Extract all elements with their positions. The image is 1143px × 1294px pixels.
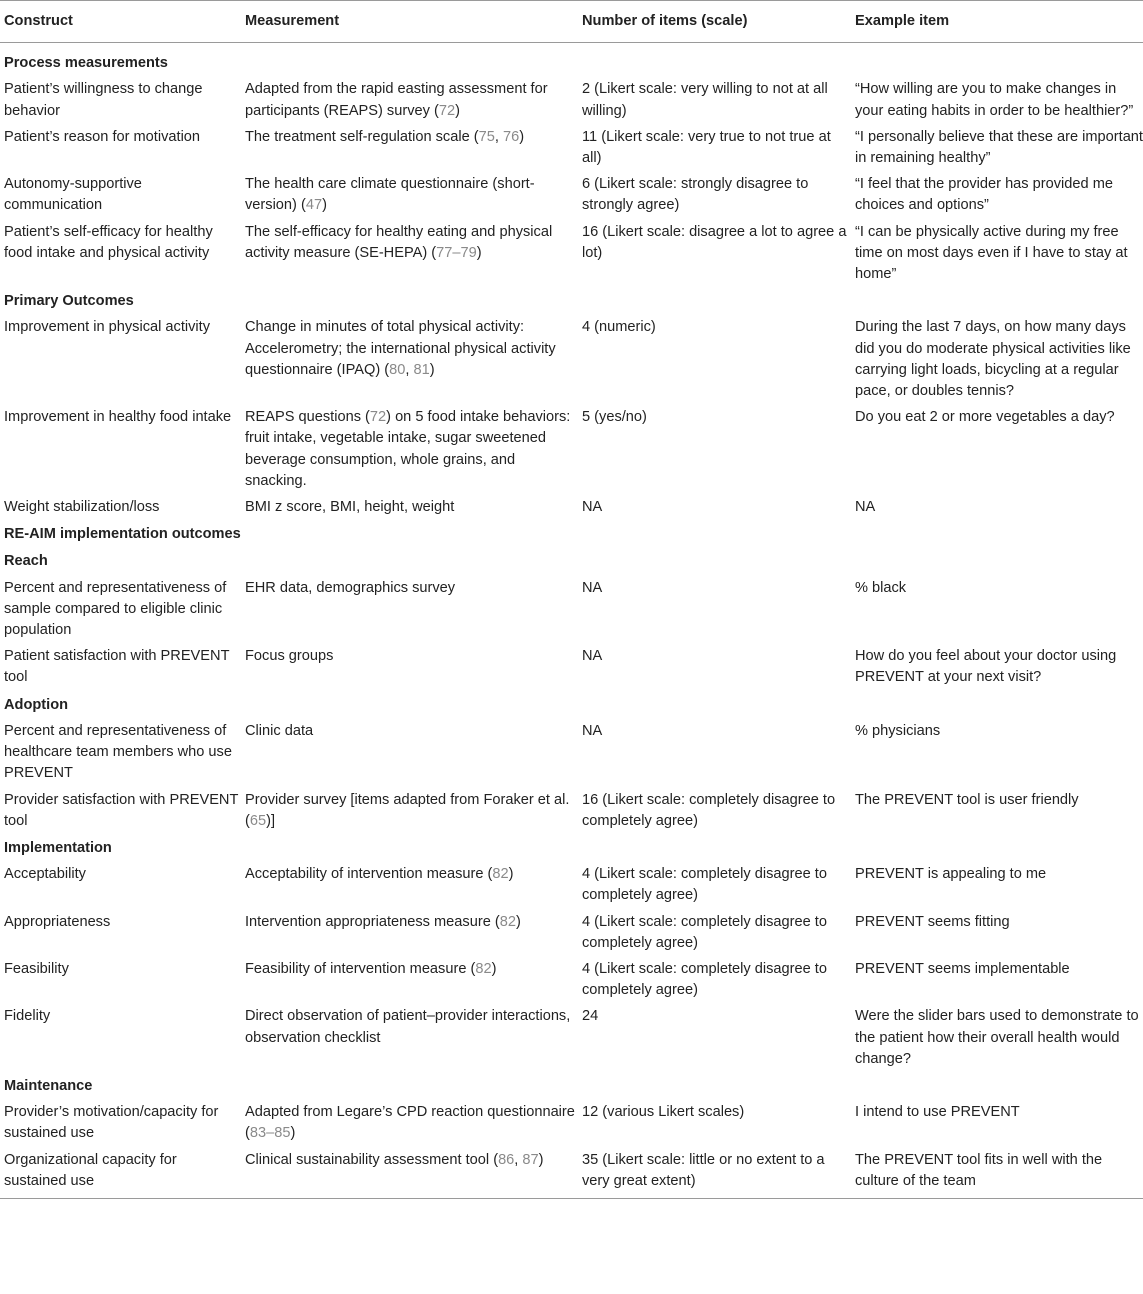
items-cell: NA [582, 648, 603, 665]
measurement-cell [241, 173, 578, 220]
measurement-cell [241, 863, 578, 910]
construct-cell: Improvement in physical activity [4, 319, 211, 336]
example-cell: NA [855, 499, 876, 516]
construct-cell: Patient’s willingness to change behavior [4, 81, 203, 119]
measurement-text: The self-efficacy for healthy eating and physical activity measure (SE-HEPA) ( [245, 223, 553, 261]
table-row [0, 496, 1143, 522]
measurement-cell [241, 720, 578, 789]
measurement-text: BMI z score, BMI, height, weight [245, 499, 455, 516]
section-heading: Process measurements [4, 55, 168, 72]
measurement-text: Clinic data [245, 722, 314, 739]
section-row [0, 693, 1143, 720]
section-heading: Maintenance [4, 1077, 93, 1094]
example-cell: Do you eat 2 or more vegetables a day? [855, 409, 1115, 426]
header-example-item: Example item [851, 1, 1143, 43]
measurement-text: ) on 5 food intake behaviors: fruit intake, vegetable intake, sugar sweetened beverage consumption, whole grains, and snacking. [245, 409, 571, 489]
table-row [0, 577, 1143, 646]
measurement-text: Adapted from Legare’s CPD reaction questionnaire ( [245, 1104, 575, 1142]
example-cell: During the last 7 days, on how many days did you do moderate physical activities like carrying light loads, bicycling at a regular pace, or doubles tennis? [855, 319, 1131, 400]
measurement-text: )] [266, 812, 276, 829]
construct-cell: Patient’s self-efficacy for healthy food intake and physical activity [4, 223, 213, 261]
items-cell: 11 (Likert scale: very true to not true at all) [582, 128, 831, 167]
section-row [0, 522, 1143, 549]
measurement-text: REAPS questions ( [245, 409, 370, 426]
measurement-text: ) [429, 361, 435, 378]
table-row [0, 720, 1143, 789]
measurement-cell [241, 406, 578, 496]
measurement-text: Feasibility of intervention measure ( [245, 960, 476, 977]
construct-cell: Fidelity [4, 1008, 51, 1025]
table-row [0, 789, 1143, 836]
table-row [0, 126, 1143, 173]
measurement-text: , [514, 1151, 523, 1168]
example-cell: % physicians [855, 722, 941, 739]
items-cell: 4 (Likert scale: completely disagree to completely agree) [582, 866, 827, 904]
measurement-text: ) [538, 1151, 544, 1168]
reference-number: 76 [502, 128, 520, 145]
measurement-cell [241, 911, 578, 958]
measurement-text: , [405, 361, 414, 378]
items-cell: 24 [582, 1008, 599, 1025]
items-cell: 4 (numeric) [582, 319, 656, 336]
header-measurement: Measurement [241, 1, 578, 43]
measurement-text: ) [476, 244, 482, 261]
measurement-text: Intervention appropriateness measure ( [245, 913, 500, 930]
example-cell: PREVENT seems fitting [855, 913, 1010, 930]
measurement-cell [241, 221, 578, 290]
measurement-text: The health care climate questionnaire (short-version) ( [245, 176, 535, 214]
reference-number: 81 [413, 361, 430, 378]
measurement-cell [241, 1101, 578, 1148]
reference-number: 80 [389, 361, 406, 378]
example-cell: How do you feel about your doctor using PREVENT at your next visit? [855, 648, 1117, 686]
measurement-text: EHR data, demographics survey [245, 579, 456, 596]
reference-number: 77–79 [436, 244, 477, 261]
measurement-text: ) [290, 1125, 296, 1142]
example-cell: Were the slider bars used to demonstrate to the patient how their overall health would change? [855, 1008, 1139, 1067]
header-construct: Construct [0, 1, 241, 43]
table-row [0, 1005, 1143, 1074]
example-cell: The PREVENT tool fits in well with the culture of the team [851, 1149, 1143, 1199]
measurement-text: ) [491, 960, 497, 977]
measurement-text: The treatment self-regulation scale ( [245, 128, 479, 145]
measurement-cell [241, 1149, 578, 1199]
table-row [0, 958, 1143, 1005]
construct-cell: Provider’s motivation/capacity for sustained use [4, 1104, 219, 1142]
section-row [0, 1074, 1143, 1101]
example-cell: “I feel that the provider has provided me choices and options” [855, 176, 1113, 214]
items-cell: 6 (Likert scale: strongly disagree to strongly agree) [582, 176, 809, 214]
measurement-cell [241, 645, 578, 692]
table-body [0, 43, 1143, 1199]
table-row [0, 78, 1143, 125]
section-heading: Adoption [4, 696, 69, 713]
measurement-cell [241, 78, 578, 125]
construct-cell: Percent and representativeness of healthcare team members who use PREVENT [4, 722, 232, 782]
reference-number: 75 [478, 128, 495, 145]
measurement-text: ) [515, 913, 521, 930]
table-row [0, 863, 1143, 910]
construct-cell: Percent and representativeness of sample compared to eligible clinic population [4, 579, 227, 639]
measurement-text: Acceptability of intervention measure ( [245, 866, 493, 883]
items-cell: NA [582, 722, 603, 739]
construct-cell: Acceptability [4, 866, 86, 883]
items-cell: 4 (Likert scale: completely disagree to completely agree) [582, 960, 827, 999]
measurement-text: Change in minutes of total physical activity: Accelerometry; the international physical activity questionnaire (IPAQ) ( [245, 319, 556, 378]
items-cell: 2 (Likert scale: very willing to not at all willing) [582, 81, 828, 119]
reference-number: 47 [305, 197, 323, 214]
construct-cell: Weight stabilization/loss [4, 499, 160, 516]
measurement-cell [241, 577, 578, 646]
reference-number: 82 [492, 866, 509, 883]
table-row [0, 645, 1143, 692]
construct-cell: Autonomy-supportive communication [4, 176, 142, 214]
section-heading: RE-AIM implementation outcomes [4, 526, 241, 543]
items-cell: 16 (Likert scale: completely disagree to completely agree) [582, 791, 836, 829]
example-cell: PREVENT is appealing to me [855, 866, 1047, 883]
example-cell: % black [855, 579, 907, 596]
example-cell: I intend to use PREVENT [855, 1104, 1020, 1121]
table-row [0, 221, 1143, 290]
measurement-text: Clinical sustainability assessment tool ( [245, 1151, 499, 1168]
table-header [0, 1, 1143, 43]
measurement-text: ) [508, 866, 514, 883]
measurement-text: ) [322, 197, 327, 214]
reference-number: 72 [438, 102, 456, 119]
measurement-text: Focus groups [245, 648, 334, 665]
table-row [0, 1149, 1143, 1199]
construct-cell: Organizational capacity for sustained use [0, 1149, 241, 1199]
items-cell: 35 (Likert scale: little or no extent to a very great extent) [578, 1149, 851, 1199]
measurement-text: Provider survey [items adapted from Foraker et al. ( [245, 791, 570, 829]
measurement-text: ) [519, 128, 525, 145]
construct-cell: Patient satisfaction with PREVENT tool [4, 648, 230, 686]
measurement-text: Direct observation of patient–provider interactions, observation checklist [245, 1008, 571, 1046]
section-row [0, 549, 1143, 576]
items-cell: NA [582, 579, 603, 596]
measurement-cell [241, 496, 578, 522]
measurement-cell [241, 126, 578, 173]
reference-number: 65 [249, 812, 267, 829]
example-cell: PREVENT seems implementable [855, 960, 1070, 977]
table-row [0, 1101, 1143, 1148]
construct-cell: Provider satisfaction with PREVENT tool [4, 791, 239, 829]
measurement-cell [241, 958, 578, 1005]
reference-number: 72 [369, 409, 387, 426]
measurement-text: , [494, 128, 503, 145]
measurement-cell [241, 316, 578, 406]
construct-cell: Appropriateness [4, 913, 111, 930]
reference-number: 86 [498, 1151, 515, 1168]
section-row [0, 43, 1143, 79]
reference-number: 82 [475, 960, 492, 977]
construct-cell: Feasibility [4, 960, 69, 977]
header-row [0, 1, 1143, 43]
construct-cell: Improvement in healthy food intake [4, 409, 232, 426]
example-cell: “I can be physically active during my free time on most days even if I have to stay at home” [855, 223, 1128, 283]
section-row [0, 289, 1143, 316]
items-cell: 16 (Likert scale: disagree a lot to agree a lot) [582, 223, 847, 261]
construct-cell: Patient’s reason for motivation [4, 128, 201, 145]
reference-number: 87 [522, 1151, 539, 1168]
table-row [0, 173, 1143, 220]
table-row [0, 406, 1143, 496]
items-cell: 4 (Likert scale: completely disagree to completely agree) [582, 913, 827, 951]
items-cell: 5 (yes/no) [582, 409, 647, 426]
example-cell: “I personally believe that these are important in remaining healthy” [855, 128, 1143, 167]
example-cell: The PREVENT tool is user friendly [855, 791, 1079, 808]
table-row [0, 316, 1143, 406]
section-heading: Reach [4, 553, 48, 570]
reference-number: 82 [499, 913, 516, 930]
section-heading: Primary Outcomes [4, 293, 134, 310]
items-cell: 12 (various Likert scales) [582, 1104, 745, 1121]
header-number-of-items: Number of items (scale) [578, 1, 851, 43]
table-row [0, 911, 1143, 958]
measurement-text: Adapted from the rapid easting assessment for participants (REAPS) survey ( [245, 81, 548, 119]
section-heading: Implementation [4, 839, 112, 856]
section-row [0, 836, 1143, 863]
items-cell: NA [582, 499, 603, 516]
measurement-cell [241, 1005, 578, 1074]
measurement-cell [241, 789, 578, 836]
reference-number: 83–85 [249, 1125, 291, 1142]
measurement-text: ) [455, 102, 460, 119]
example-cell: “How willing are you to make changes in your eating habits in order to be healthier?” [855, 81, 1134, 119]
